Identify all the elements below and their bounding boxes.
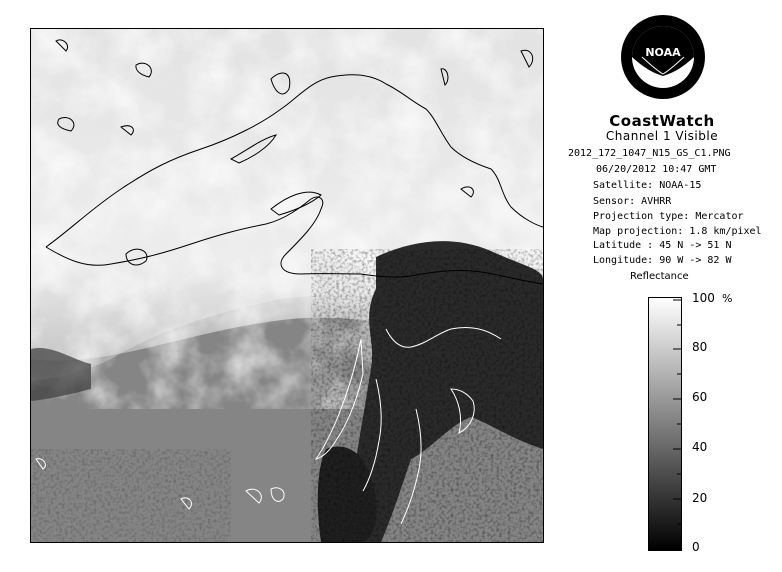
logo-text: NOAA [645,46,681,59]
satellite-label: Satellite: NOAA-15 [593,180,702,191]
sensor-label: Sensor: AVHRR [593,196,672,207]
projection-type-label: Projection type: Mercator [593,211,744,222]
tick-label-80: 80 [692,340,708,354]
noaa-logo [620,14,706,100]
tick-label-60: 60 [692,390,708,404]
tick-label-100: 100 [692,291,715,305]
tick-label-20: 20 [692,491,708,505]
colorbar-ticks [649,298,681,550]
filename-label: 2012_172_1047_N15_GS_C1.PNG [568,148,731,159]
satellite-image [30,28,544,543]
longitude-label: Longitude: 90 W -> 82 W [593,255,732,266]
datetime-label: 06/20/2012 10:47 GMT [596,164,717,175]
southwest-speckle [31,449,231,542]
latitude-label: Latitude : 45 N -> 51 N [593,240,732,251]
tick-label-40: 40 [692,440,708,454]
app-title: CoastWatch [609,112,715,130]
noaa-logo-svg [620,14,706,100]
channel-title: Channel 1 Visible [605,129,719,143]
satellite-imagery-svg [31,29,543,542]
unit-label: % [722,292,733,305]
legend-title: Reflectance [630,271,689,282]
map-projection-label: Map projection: 1.8 km/pixel [593,226,762,237]
reflectance-colorbar [648,297,682,551]
tick-label-0: 0 [692,540,700,554]
